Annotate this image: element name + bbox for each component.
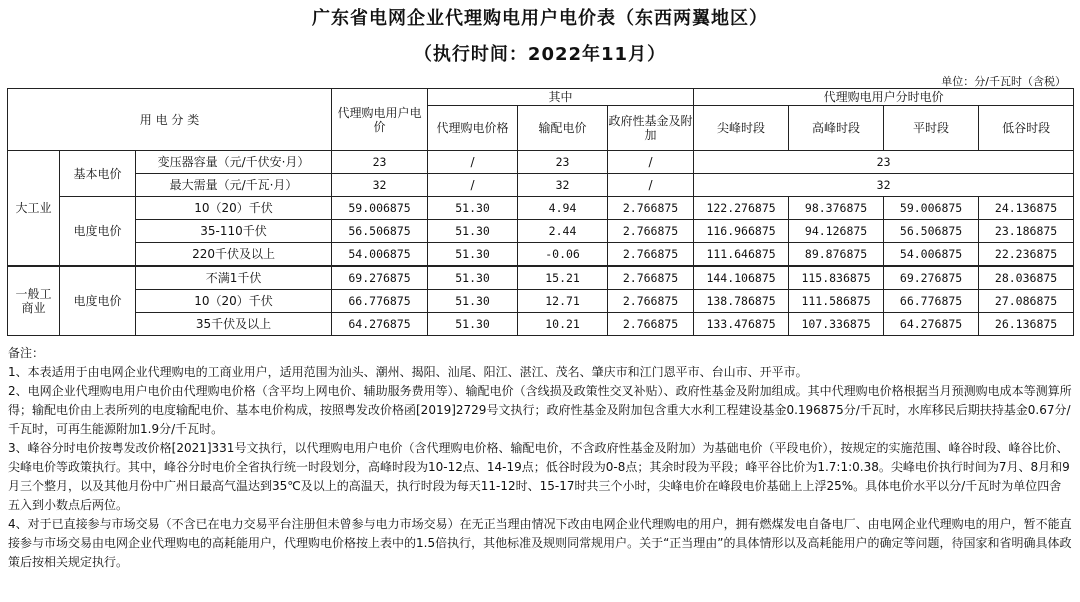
energy-price-label: 电度电价 — [60, 197, 136, 267]
cell-proxy: 51.30 — [428, 220, 518, 243]
notes-heading: 备注： — [8, 346, 45, 360]
table-row — [8, 313, 1074, 336]
cell-trans: -0.06 — [518, 243, 608, 267]
cell-tou: 23 — [694, 151, 1074, 174]
table-row — [8, 290, 1074, 313]
cell-flat: 66.776875 — [884, 290, 979, 313]
cell-peak-top: 138.786875 — [694, 290, 789, 313]
large-industry-label: 大工业 — [8, 151, 60, 267]
cell-peak-top: 133.476875 — [694, 313, 789, 336]
valley-header: 低谷时段 — [979, 106, 1074, 151]
cell-peak-top: 111.646875 — [694, 243, 789, 267]
row-name: 10（20）千伏 — [136, 290, 332, 313]
cell-flat: 59.006875 — [884, 197, 979, 220]
cell-trans: 2.44 — [518, 220, 608, 243]
cell-flat: 69.276875 — [884, 266, 979, 290]
cell-peak-top: 116.966875 — [694, 220, 789, 243]
cell-trans: 15.21 — [518, 266, 608, 290]
cell-price: 32 — [332, 174, 428, 197]
price-table — [7, 88, 1074, 336]
note-item: 4、对于已直接参与市场交易（不含已在电力交易平台注册但未曾参与电力市场交易）在无正当理由情况下改由电网企业代理购电的用户，拥有燃煤发电自备电厂、由电网企业代理购电的用户，暂不能直接参与市场交易由电网企业代理购电的高耗能用户，代理购电价格按上表中的1.5倍执行，其他标准及规则同常规用户。关于“正当理由”的具体情形以及高耗能用户的确定等问题，待国家和省明确具体政策后按相关规定执行。 — [8, 517, 1072, 569]
category-header: 用 电 分 类 — [8, 89, 332, 151]
table-row — [8, 266, 1074, 290]
cell-flat: 64.276875 — [884, 313, 979, 336]
transmission-header: 输配电价 — [518, 106, 608, 151]
cell-trans: 23 — [518, 151, 608, 174]
cell-price: 64.276875 — [332, 313, 428, 336]
cell-peak: 98.376875 — [789, 197, 884, 220]
cell-price: 23 — [332, 151, 428, 174]
cell-proxy: / — [428, 174, 518, 197]
cell-valley: 26.136875 — [979, 313, 1074, 336]
cell-fund: 2.766875 — [608, 266, 694, 290]
cell-trans: 4.94 — [518, 197, 608, 220]
cell-peak: 111.586875 — [789, 290, 884, 313]
note-item: 1、本表适用于由电网企业代理购电的工商业用户，适用范围为汕头、潮州、揭阳、汕尾、阳江、湛江、茂名、肇庆市和江门恩平市、台山市、开平市。 — [8, 365, 808, 379]
basic-price-label: 基本电价 — [60, 151, 136, 197]
peak-top-header: 尖峰时段 — [694, 106, 789, 151]
cell-fund: 2.766875 — [608, 197, 694, 220]
cell-price: 54.006875 — [332, 243, 428, 267]
cell-peak: 115.836875 — [789, 266, 884, 290]
header-row-1 — [8, 89, 1074, 106]
table-row — [8, 197, 1074, 220]
note-item: 2、电网企业代理购电用户电价由代理购电价格（含平均上网电价、辅助服务费用等）、输配电价（含线损及政策性交叉补贴）、政府性基金及附加组成。其中代理购电价格根据当月预测购电成本等测算所得；输配电价由上表所列的电度输配电价、基本电价构成，按照粤发改价格函[2019]2729号文执行；政府性基金及附加包含重大水利工程建设基金0.196875分/千瓦时，水库移民后期扶持基金0.67分/千瓦时，可再生能源附加1.9分/千瓦时。 — [8, 384, 1072, 436]
cell-fund: 2.766875 — [608, 290, 694, 313]
cell-fund: 2.766875 — [608, 243, 694, 267]
peak-header: 高峰时段 — [789, 106, 884, 151]
cell-price: 66.776875 — [332, 290, 428, 313]
row-name: 最大需量（元/千瓦·月） — [136, 174, 332, 197]
table-row — [8, 174, 1074, 197]
cell-fund: 2.766875 — [608, 220, 694, 243]
cell-proxy: 51.30 — [428, 197, 518, 220]
page-title: 广东省电网企业代理购电用户电价表（东西两翼地区） — [312, 8, 768, 29]
row-name: 220千伏及以上 — [136, 243, 332, 267]
cell-peak: 89.876875 — [789, 243, 884, 267]
cell-trans: 10.21 — [518, 313, 608, 336]
flat-header: 平时段 — [884, 106, 979, 151]
cell-valley: 28.036875 — [979, 266, 1074, 290]
unit-label: 单位：分/千瓦时（含税） — [941, 75, 1066, 88]
cell-proxy: / — [428, 151, 518, 174]
row-name: 35千伏及以上 — [136, 313, 332, 336]
cell-trans: 32 — [518, 174, 608, 197]
cell-price: 69.276875 — [332, 266, 428, 290]
cell-fund: 2.766875 — [608, 313, 694, 336]
cell-proxy: 51.30 — [428, 313, 518, 336]
cell-valley: 22.236875 — [979, 243, 1074, 267]
cell-fund: / — [608, 151, 694, 174]
cell-peak-top: 144.106875 — [694, 266, 789, 290]
of-which-header: 其中 — [428, 89, 694, 106]
table-row — [8, 220, 1074, 243]
note-item: 3、峰谷分时电价按粤发改价格[2021]331号文执行，以代理购电用户电价（含代理购电价格、输配电价，不含政府性基金及附加）为基础电价（平段电价），按规定的实施范围、峰谷时段、峰谷比价、尖峰电价等政策执行。其中，峰谷分时电价全省执行统一时段划分，高峰时段为10-12点、14-19点；低谷时段为0-8点；其余时段为平段；峰平谷比价为1.7:1:0.38。尖峰电价执行时间为7月、8月和9月三个整月，以及其他月份中广州日最高气温达到35℃及以上的高温天，执行时段为每天11-12时、15-17时共三个小时，尖峰电价在峰段电价基础上上浮25%。具体电价水平以分/千瓦时为单位四舍五入到小数点后两位。 — [8, 441, 1070, 512]
table-row — [8, 151, 1074, 174]
proxy-price-header: 代理购电用户电价 — [332, 89, 428, 151]
row-name: 10（20）千伏 — [136, 197, 332, 220]
cell-price: 59.006875 — [332, 197, 428, 220]
row-name: 不满1千伏 — [136, 266, 332, 290]
cell-valley: 24.136875 — [979, 197, 1074, 220]
gov-fund-header: 政府性基金及附加 — [608, 106, 694, 151]
cell-peak: 94.126875 — [789, 220, 884, 243]
tou-header: 代理购电用户分时电价 — [694, 89, 1074, 106]
row-name: 变压器容量（元/千伏安·月） — [136, 151, 332, 174]
cell-proxy: 51.30 — [428, 243, 518, 267]
cell-flat: 56.506875 — [884, 220, 979, 243]
notes-section — [8, 344, 1072, 572]
cell-proxy: 51.30 — [428, 266, 518, 290]
cell-peak-top: 122.276875 — [694, 197, 789, 220]
row-name: 35-110千伏 — [136, 220, 332, 243]
cell-flat: 54.006875 — [884, 243, 979, 267]
page-subtitle: （执行时间：2022年11月） — [413, 44, 667, 65]
energy-price-label: 电度电价 — [60, 266, 136, 336]
proxy-purchase-header: 代理购电价格 — [428, 106, 518, 151]
cell-proxy: 51.30 — [428, 290, 518, 313]
cell-price: 56.506875 — [332, 220, 428, 243]
table-row — [8, 243, 1074, 267]
cell-peak: 107.336875 — [789, 313, 884, 336]
cell-valley: 27.086875 — [979, 290, 1074, 313]
cell-tou: 32 — [694, 174, 1074, 197]
cell-trans: 12.71 — [518, 290, 608, 313]
cell-fund: / — [608, 174, 694, 197]
cell-valley: 23.186875 — [979, 220, 1074, 243]
general-business-label: 一般工 商业 — [8, 266, 60, 336]
